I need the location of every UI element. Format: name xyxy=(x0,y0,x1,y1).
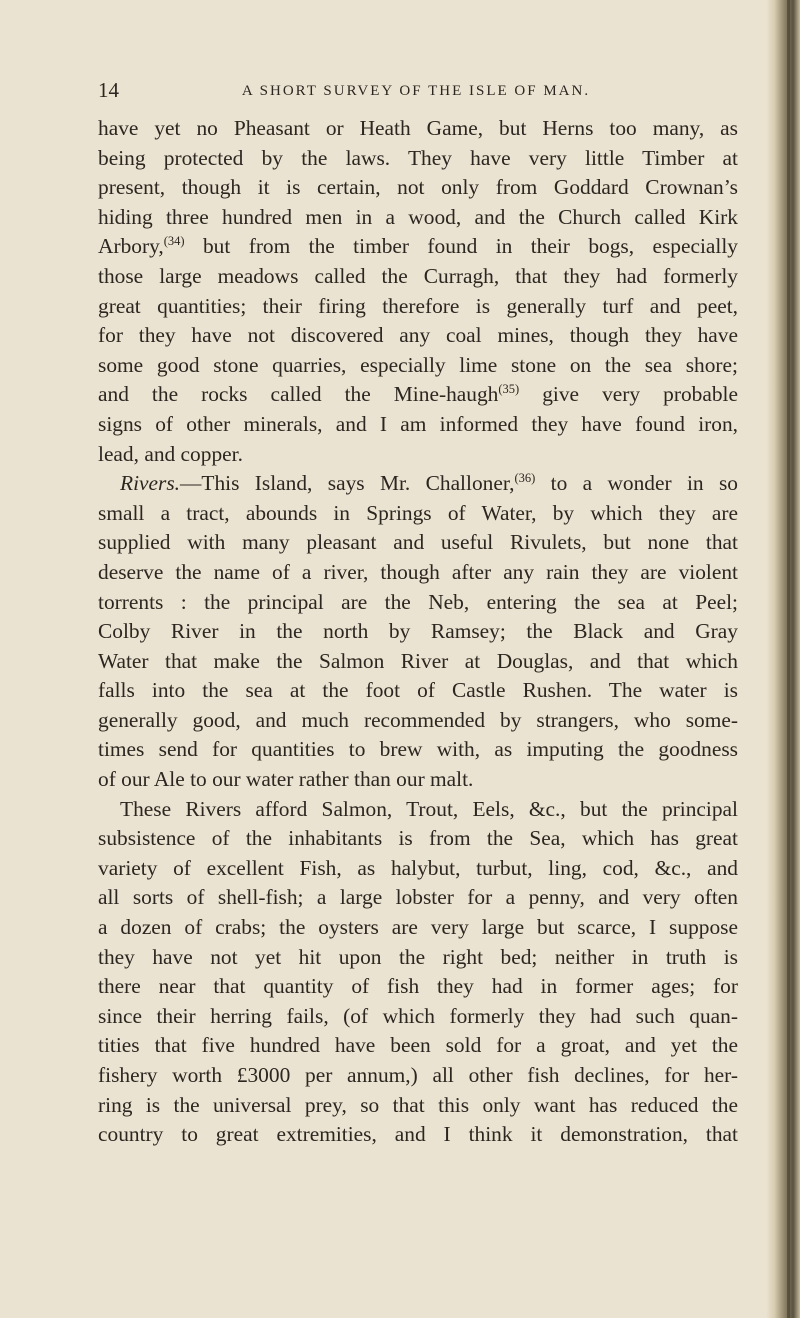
page-number: 14 xyxy=(98,78,119,102)
text-line: supplied with many pleasant and useful Rivulets, but none that xyxy=(98,530,738,555)
footnote-marker: (34) xyxy=(163,234,185,249)
page-header xyxy=(98,78,734,108)
line-text: give very probable xyxy=(519,382,738,407)
line-text: and the rocks called the Mine-haugh xyxy=(98,382,499,407)
text-line: those large meadows called the Curragh, that they had formerly xyxy=(98,263,738,288)
section-heading: Rivers. xyxy=(120,471,180,496)
line-text: but from the timber found in their bogs, especially xyxy=(184,234,738,259)
text-line: since their herring fails, (of which formerly they had such quan- xyxy=(98,1003,738,1028)
line-text: to a wonder in so xyxy=(535,471,738,496)
text-line: they have not yet hit upon the right bed; neither in truth is xyxy=(98,944,738,969)
page-edge-line xyxy=(787,0,790,1318)
text-line: small a tract, abounds in Springs of Water, by which they are xyxy=(98,500,738,525)
text-line xyxy=(98,232,738,262)
text-line: fishery worth £3000 per annum,) all other fish declines, for her- xyxy=(98,1063,738,1087)
text-line: all sorts of shell-fish; a large lobster for a penny, and very often xyxy=(98,885,738,910)
running-head: A SHORT SURVEY OF THE ISLE OF MAN. xyxy=(241,83,591,99)
text-line: hiding three hundred men in a wood, and the Church called Kirk xyxy=(98,204,738,229)
text-line: variety of excellent Fish, as halybut, turbut, ling, cod, &c., and xyxy=(98,855,738,880)
body-text xyxy=(98,114,738,1150)
text-line: country to great extremities, and I think it demonstration, that xyxy=(98,1122,738,1147)
text-line: some good stone quarries, especially lime stone on the sea shore; xyxy=(98,352,738,377)
footnote-marker: (35) xyxy=(498,382,520,397)
text-line: times send for quantities to brew with, as imputing the goodness xyxy=(98,737,738,762)
text-line: for they have not discovered any coal mines, though they have xyxy=(98,323,738,348)
text-line xyxy=(98,380,738,410)
text-line: Colby River in the north by Ramsey; the Black and Gray xyxy=(98,619,738,644)
text-line xyxy=(98,469,738,499)
text-line: torrents : the principal are the Neb, entering the sea at Peel; xyxy=(98,589,738,614)
text-line: have yet no Pheasant or Heath Game, but Herns too many, as xyxy=(98,116,738,140)
text-line: a dozen of crabs; the oysters are very large but scarce, I suppose xyxy=(98,915,738,940)
text-line: there near that quantity of fish they had in former ages; for xyxy=(98,974,738,999)
page-edge-shadow xyxy=(766,0,800,1318)
line-text: —This Island, says Mr. Challoner, xyxy=(180,471,515,496)
text-line: of our Ale to our water rather than our malt. xyxy=(98,767,474,792)
text-line: being protected by the laws. They have very little Timber at xyxy=(98,145,738,170)
text-line: falls into the sea at the foot of Castle Rushen. The water is xyxy=(98,678,738,703)
text-line: lead, and copper. xyxy=(98,441,243,466)
text-line: subsistence of the inhabitants is from the Sea, which has great xyxy=(98,826,738,851)
text-line: deserve the name of a river, though after any rain they are violent xyxy=(98,559,738,584)
text-line: ring is the universal prey, so that this only want has reduced the xyxy=(98,1092,738,1117)
text-line: tities that five hundred have been sold for a groat, and yet the xyxy=(98,1033,738,1058)
footnote-marker: (36) xyxy=(514,471,536,485)
text-line: Water that make the Salmon River at Douglas, and that which xyxy=(98,648,738,673)
text-line: These Rivers afford Salmon, Trout, Eels, &c., but the principal xyxy=(120,796,738,821)
text-line: present, though it is certain, not only from Goddard Crownan’s xyxy=(98,175,738,200)
line-text: Arbory, xyxy=(98,234,164,259)
text-line: signs of other minerals, and I am informed they have found iron, xyxy=(98,411,738,436)
text-line: great quantities; their firing therefore is generally turf and peet, xyxy=(98,293,738,318)
text-line: generally good, and much recommended by strangers, who some- xyxy=(98,707,738,732)
